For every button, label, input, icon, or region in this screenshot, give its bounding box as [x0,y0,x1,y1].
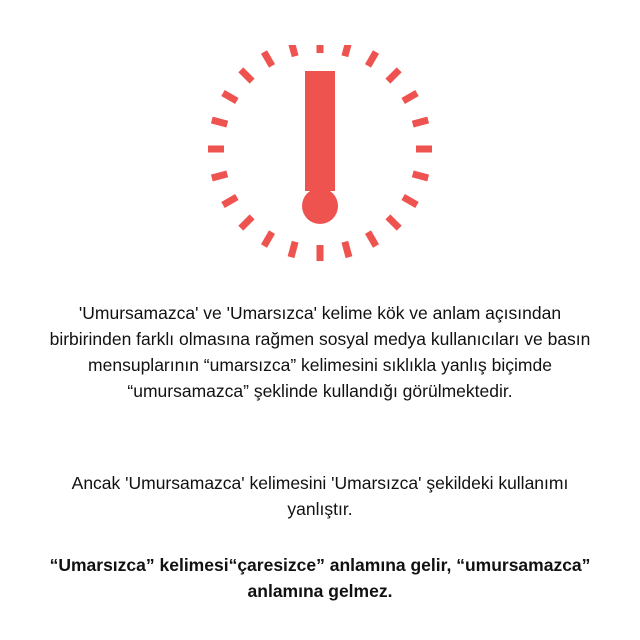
burst-tick [345,45,349,56]
burst-tick [345,242,349,257]
burst-tick [241,217,252,228]
alert-exclamation-graphic [200,45,440,275]
burst-tick [264,232,272,246]
alert-exclamation-icon [200,45,440,275]
definition-paragraph: “Umarsızca” kelimesi“çaresizce” anlamına gelir, “umursamazca” anlamına gelmez. [49,555,591,601]
burst-tick [291,242,295,257]
burst-tick [388,70,399,81]
burst-tick [212,120,227,124]
burst-tick [264,52,272,66]
correction-paragraph: Ancak 'Umursamazca' kelimesini 'Umarsızca' şekildeki kullanımı yanlıştır. [71,473,569,519]
explanation-paragraph: 'Umursamazca' ve 'Umarsızca' kelime kök ve anlam açısından birbirinden farklı olmasına rağmen sosyal medya kullanıcıları ve basın mensuplarının “umarsızca” kelimesini sıklıkla yanlış biçimde “umursamazca” şeklinde kullandığı görülmektedir. [49,303,591,401]
exclamation-bar [305,71,335,191]
burst-tick [388,217,399,228]
exclamation-dot [302,188,338,224]
burst-tick [241,70,252,81]
burst-tick [413,120,428,124]
burst-tick [413,174,428,178]
burst-tick [368,232,376,246]
burst-tick [223,197,237,205]
burst-tick [223,93,237,101]
burst-tick [403,197,417,205]
burst-tick [403,93,417,101]
burst-tick [212,174,227,178]
burst-tick [368,52,376,66]
burst-tick [291,45,295,56]
